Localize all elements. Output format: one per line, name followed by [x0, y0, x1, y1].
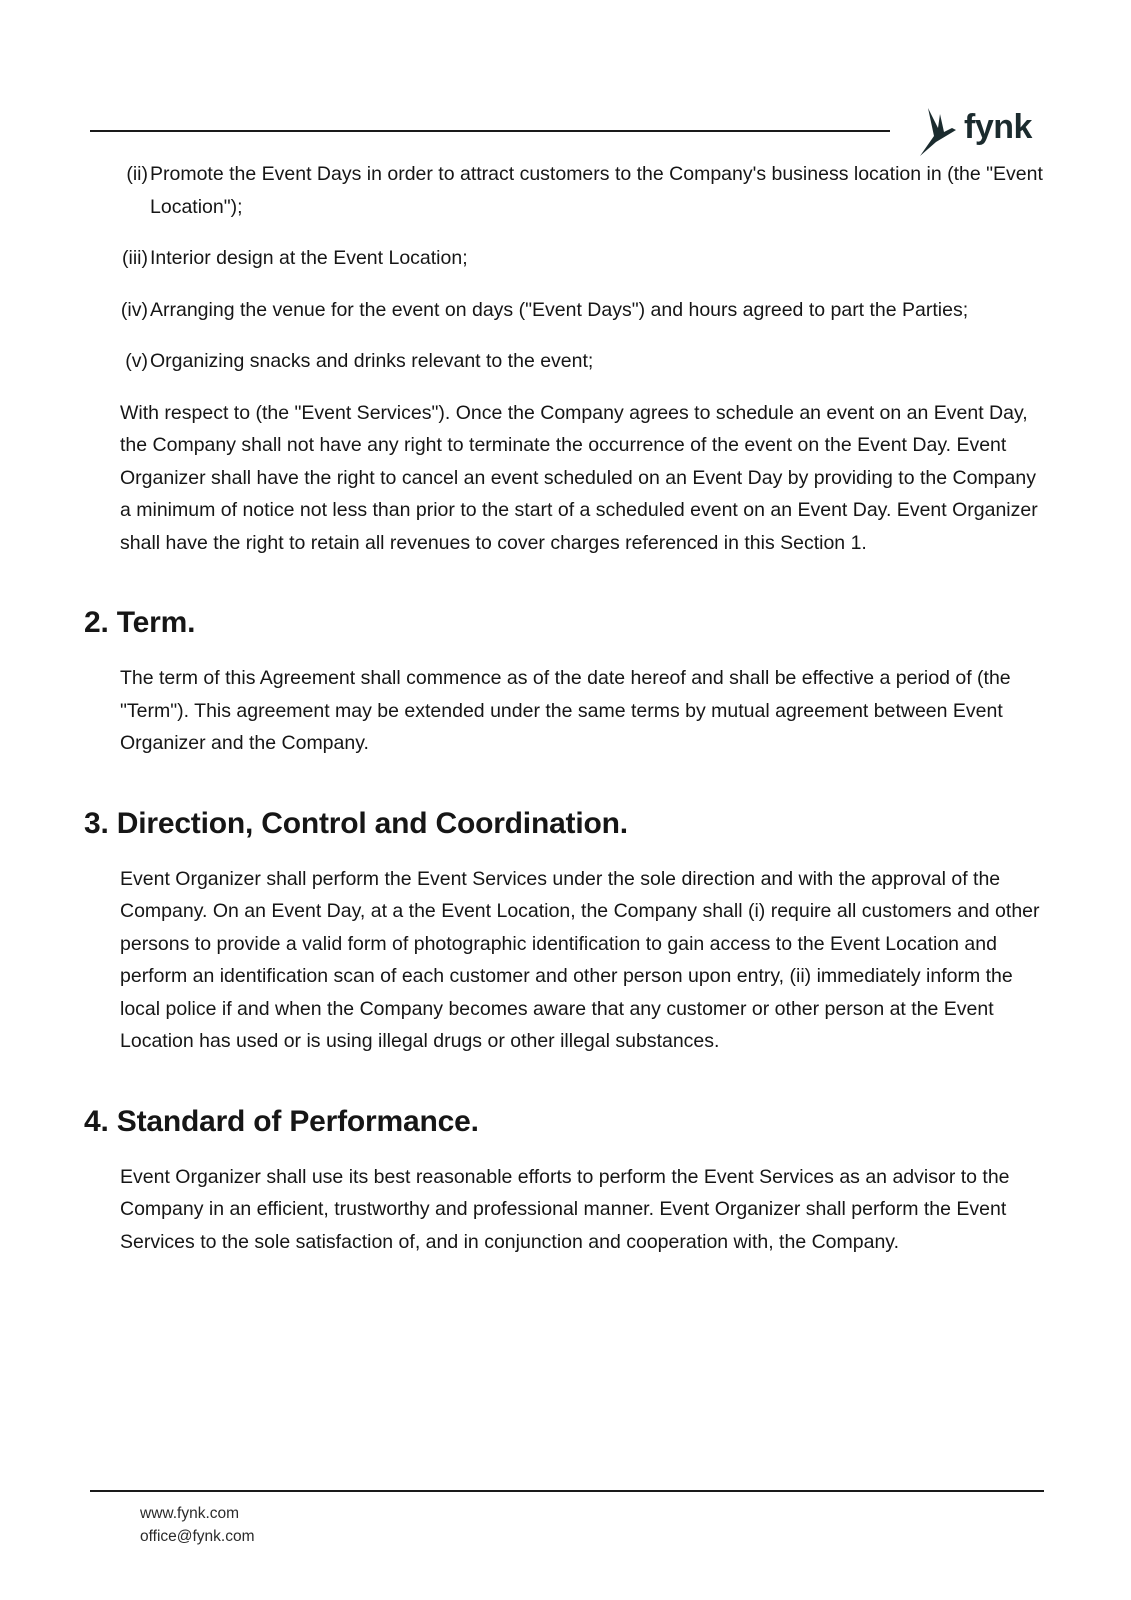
footer	[140, 1502, 255, 1548]
list-item	[84, 345, 1044, 378]
list-number: (v)	[125, 350, 148, 372]
list-text: Organizing snacks and drinks relevant to the event;	[150, 350, 594, 372]
list-text: Interior design at the Event Location;	[150, 247, 468, 269]
document-body	[84, 158, 1044, 1258]
section-heading-term: 2. Term.	[84, 606, 196, 639]
list-text: Arranging the venue for the event on days ("Event Days") and hours agreed to part the Parties;	[150, 298, 969, 321]
section-body-direction: Event Organizer shall perform the Event Services under the sole direction and with the approval of the Company. On an Event Day, at a the Event Location, the Company shall (i) require all customers and other persons to provide a valid form of photographic identification to gain access to the Event Location and perform an identification scan of each customer and other person upon entry, (ii) immediately inform the local police if and when the Company becomes aware that any customer or other person at the Event Location has used or is using illegal drugs or other illegal substances.	[120, 867, 1040, 1052]
fynk-logo	[916, 104, 1032, 160]
section-heading-standard: 4. Standard of Performance.	[84, 1104, 479, 1138]
list-number: (iv)	[120, 298, 148, 321]
brand-name: fynk	[964, 107, 1032, 146]
list-number: (ii)	[126, 163, 148, 185]
header-rule	[90, 130, 890, 132]
section-heading-direction: 3. Direction, Control and Coordination.	[84, 806, 628, 840]
bird-logo-icon	[916, 106, 956, 158]
footer-rule	[90, 1490, 1044, 1492]
list-item	[84, 158, 1044, 223]
list-item	[84, 294, 1044, 327]
section1-paragraph: With respect to (the "Event Services"). Once the Company agrees to schedule an event on an Event Day, the Company shall not have any right to terminate the occurrence of the event on the Event Day. Event Organizer shall have the right to cancel an event scheduled on an Event Day by providing to the Company a minimum of notice not less than prior to the start of a scheduled event on an Event Day. Event Organizer shall have the right to retain all revenues to cover charges referenced in this Section 1.	[120, 401, 1038, 554]
footer-email-link[interactable]: office@fynk.com	[140, 1528, 255, 1545]
section-body-standard: Event Organizer shall use its best reasonable efforts to perform the Event Services as an advisor to the Company in an efficient, trustworthy and professional manner. Event Organizer shall perform the Event Services to the sole satisfaction of, and in conjunction and cooperation with, the Company.	[120, 1165, 1010, 1253]
section-body-term: The term of this Agreement shall commence as of the date hereof and shall be effective a period of (the "Term"). This agreement may be extended under the same terms by mutual agreement between Event Organizer and the Company.	[120, 667, 1011, 754]
list-item	[84, 242, 1044, 275]
list-text: Promote the Event Days in order to attract customers to the Company's business location in (the "Event Location");	[150, 163, 1043, 218]
list-number: (iii)	[122, 247, 148, 269]
footer-website-link[interactable]: www.fynk.com	[140, 1505, 240, 1522]
